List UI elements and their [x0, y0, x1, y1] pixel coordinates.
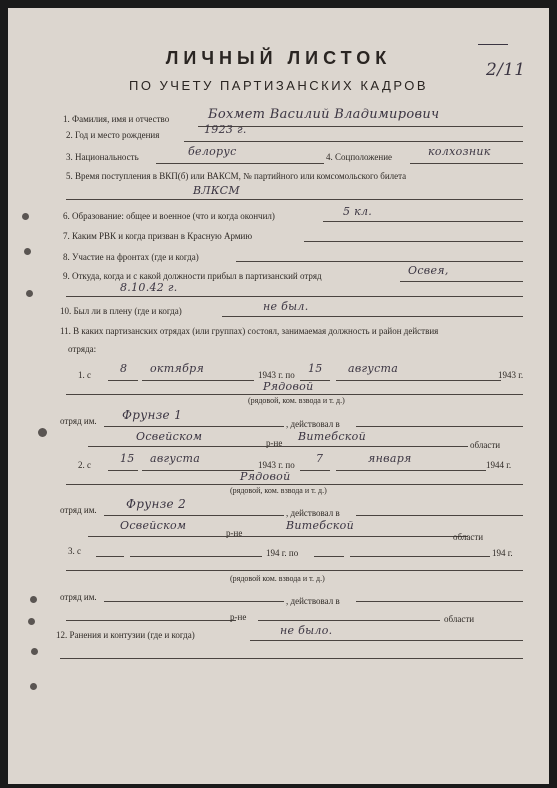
entry-3-day-line [96, 556, 124, 557]
entry-3-otryad-label: отряд им. [60, 592, 97, 602]
entry-1-rayon: Освейском [136, 430, 203, 443]
entry-2-month: августа [150, 452, 201, 465]
field-8-line [236, 261, 523, 262]
punch-hole [26, 290, 33, 297]
entry-2-day-line [108, 470, 138, 471]
field-10-value: не был. [263, 300, 309, 313]
entry-1-acted-line [356, 426, 523, 427]
entry-1-month-line [142, 380, 254, 381]
entry-2-otryad: Фрунзе 2 [126, 497, 187, 511]
entry-2-role-line [66, 484, 523, 485]
entry-1-year1: 1943 г. по [258, 370, 295, 380]
field-7-line [304, 241, 523, 242]
entry-3-rayon-line [66, 620, 236, 621]
entry-3-day2-line [314, 556, 344, 557]
field-12-line [250, 640, 523, 641]
entry-1-rayon-label: р-не [266, 438, 283, 448]
entry-3-oblast-label: области [444, 614, 475, 624]
document-sheet [8, 8, 549, 784]
entry-1-month2: августа [348, 362, 399, 375]
entry-3-acted-line [356, 601, 523, 602]
entry-2-rayon-line [88, 536, 468, 537]
entry-1-rayon-line [88, 446, 468, 447]
entry-1-otryad-line [104, 426, 284, 427]
field-5-line [66, 199, 523, 200]
field-12-line-2 [60, 658, 523, 659]
field-4-value: колхозник [428, 145, 491, 158]
field-3-line [156, 163, 324, 164]
field-9-value-place: Освея, [408, 264, 449, 277]
corner-mark [478, 44, 508, 45]
entry-2-day2: 7 [316, 452, 324, 465]
punch-hole [30, 596, 37, 603]
entry-2-year2: 1944 г. [486, 460, 512, 470]
field-3-value: белорус [188, 145, 237, 158]
field-11-label-cont: отряда: [68, 344, 97, 354]
entry-2-year1: 1943 г. по [258, 460, 295, 470]
punch-hole [38, 428, 47, 437]
document-subtitle: ПО УЧЕТУ ПАРТИЗАНСКИХ КАДРОВ [128, 78, 428, 93]
field-12-value: не было. [280, 624, 333, 637]
punch-hole [30, 683, 37, 690]
entry-1-num: 1. с [78, 370, 91, 380]
entry-3-role-line [66, 570, 523, 571]
field-1-line [198, 126, 523, 127]
field-11-label: 11. В каких партизанских отрядах (или группах) состоял, занимаемая должность и район действия [60, 326, 439, 336]
field-1-label: 1. Фамилия, имя и отчество [63, 114, 170, 124]
field-9-label: 9. Откуда, когда и с какой должности прибыл в партизанский отряд [63, 271, 322, 281]
entry-2-acted-label: , действовал в [286, 508, 340, 518]
entry-1-day-line [108, 380, 138, 381]
field-7-label: 7. Каким РВК и когда призван в Красную Армию [63, 231, 253, 241]
entry-2-otryad-label: отряд им. [60, 505, 97, 515]
punch-hole [24, 248, 31, 255]
entry-2-day: 15 [120, 452, 135, 465]
entry-1-role: Рядовой [263, 380, 314, 393]
entry-2-num: 2. с [78, 460, 91, 470]
entry-2-oblast: Витебской [286, 519, 354, 532]
field-9-value-date: 8.10.42 г. [120, 281, 178, 294]
entry-3-year1: 194 г. по [266, 548, 299, 558]
entry-1-otryad-label: отряд им. [60, 416, 97, 426]
entry-3-month2-line [350, 556, 490, 557]
entry-1-day2: 15 [308, 362, 323, 375]
field-12-label: 12. Ранения и контузии (где и когда) [56, 630, 195, 640]
entry-1-role-caption: (рядовой, ком. взвода и т. д.) [248, 396, 345, 405]
corner-note: 2/11 [486, 60, 526, 80]
entry-1-year2: 1943 г. [498, 370, 524, 380]
entry-3-otryad-line [104, 601, 284, 602]
field-8-label: 8. Участие на фронтах (где и когда) [63, 252, 199, 262]
field-4-label: 4. Соцположение [326, 152, 393, 162]
punch-hole [22, 213, 29, 220]
entry-2-otryad-line [104, 515, 284, 516]
entry-3-num: 3. с [68, 546, 81, 556]
entry-2-role-caption: (рядовой, ком. взвода и т. д.) [230, 486, 327, 495]
entry-2-month2-line [336, 470, 486, 471]
punch-hole [28, 618, 35, 625]
entry-1-month: октября [150, 362, 205, 375]
field-6-line [323, 221, 523, 222]
entry-3-year2: 194 г. [492, 548, 513, 558]
entry-2-rayon-label: р-не [226, 528, 243, 538]
entry-2-rayon: Освейском [120, 519, 187, 532]
punch-hole [31, 648, 38, 655]
field-9-line-2 [66, 296, 523, 297]
field-9-line [400, 281, 523, 282]
field-1-value: Бохмет Василий Владимирович [208, 107, 440, 122]
entry-1-acted-label: , действовал в [286, 419, 340, 429]
field-2-line [184, 141, 523, 142]
field-5-value: ВЛКСМ [193, 184, 240, 197]
entry-1-day: 8 [120, 362, 128, 375]
field-5-label: 5. Время поступления в ВКП(б) или ВАКСМ, № партийного или комсомольского билета [66, 171, 407, 181]
entry-2-oblast-label: области [453, 532, 484, 542]
entry-3-rayon-label: р-не [230, 612, 247, 622]
field-4-line [410, 163, 523, 164]
entry-1-oblast-label: области [470, 440, 501, 450]
entry-3-month-line [130, 556, 262, 557]
field-6-value: 5 кл. [343, 205, 373, 218]
entry-3-oblast-line [258, 620, 440, 621]
entry-1-oblast: Витебской [298, 430, 366, 443]
field-10-label: 10. Был ли в плену (где и когда) [60, 306, 182, 316]
entry-1-role-line [66, 394, 523, 395]
field-3-label: 3. Национальность [66, 152, 139, 162]
entry-3-acted-label: , действовал в [286, 596, 340, 606]
field-2-value: 1923 г. [204, 123, 247, 136]
entry-3-role-caption: (рядовой ком. взвода и т. д.) [230, 574, 325, 583]
entry-1-month2-line [336, 380, 501, 381]
field-2-label: 2. Год и место рождения [66, 130, 160, 140]
entry-2-day2-line [300, 470, 330, 471]
entry-2-acted-line [356, 515, 523, 516]
field-6-label: 6. Образование: общее и военное (что и когда окончил) [63, 211, 275, 221]
document-title: ЛИЧНЫЙ ЛИСТОК [165, 48, 392, 68]
field-10-line [222, 316, 523, 317]
entry-2-month2: января [368, 452, 412, 465]
entry-2-month-line [142, 470, 254, 471]
entry-1-otryad: Фрунзе 1 [122, 408, 183, 422]
entry-2-role: Рядовой [240, 470, 291, 483]
